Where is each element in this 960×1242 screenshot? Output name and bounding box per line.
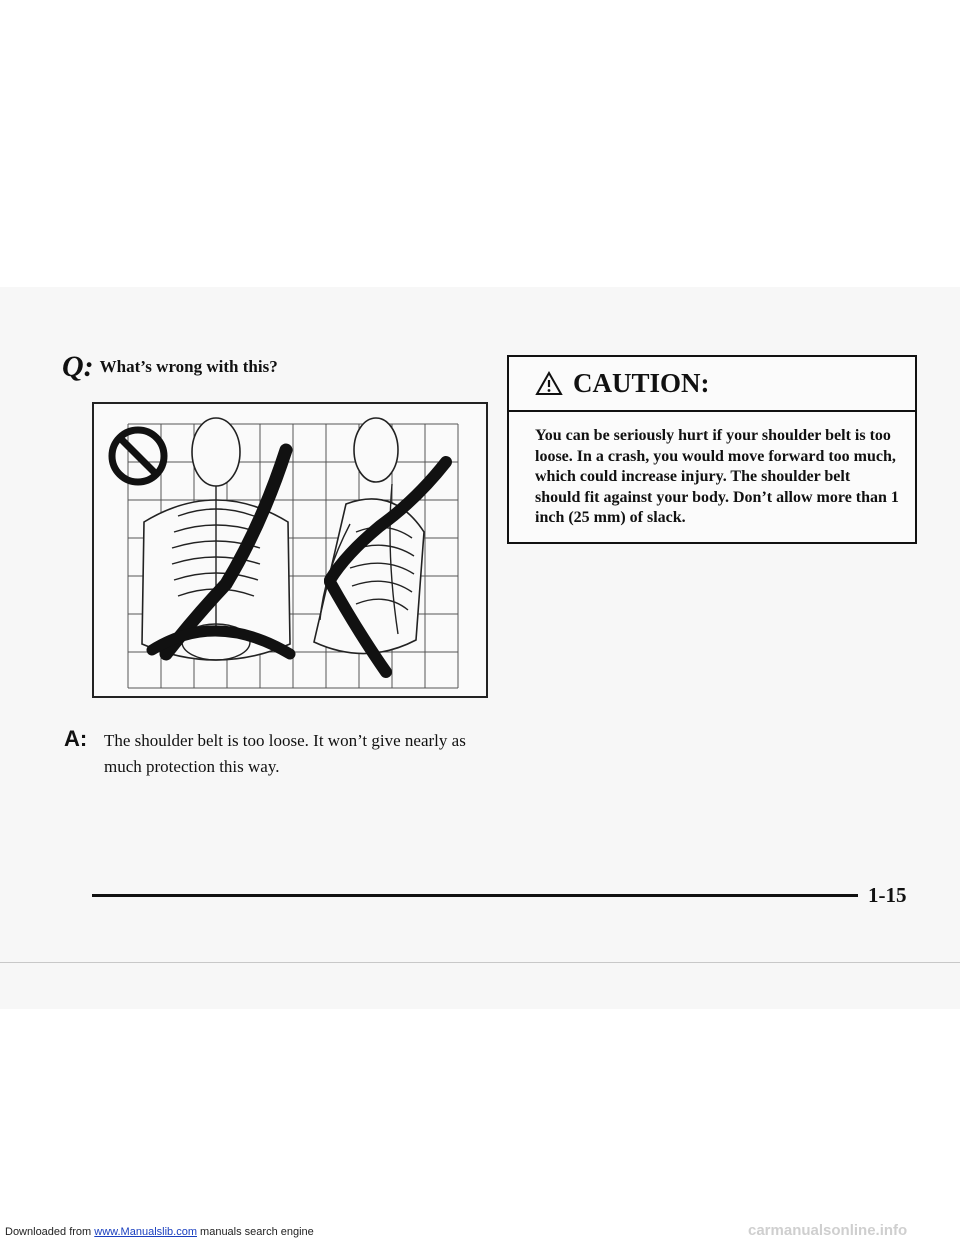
caution-text: You can be seriously hurt if your shoulder belt is too loose. In a crash, you would move forward too much, which could increase injury. The shoulder belt should fit against your body. Don’t allow more than 1 inch (25 mm) of slack. [535,427,899,526]
manualslib-link[interactable]: www.Manualslib.com [94,1226,197,1238]
scan-line [0,962,960,963]
footer-prefix: Downloaded from [5,1226,95,1238]
watermark: carmanualsonline.info [748,1222,908,1239]
question-text: What’s wrong with this? [99,357,278,376]
footer-suffix: manuals search engine [196,1226,314,1238]
answer-letter: A: [64,726,88,751]
caution-title: CAUTION: [573,368,710,398]
prohibited-icon [112,430,164,482]
question-letter: Q: [62,350,94,383]
download-footer [5,1226,314,1238]
page-rule [92,894,858,897]
belt-illustration [92,402,488,698]
page-number: 1-15 [868,883,907,907]
skeleton-illustration [94,404,486,696]
question-heading [62,350,278,384]
answer-text: The shoulder belt is too loose. It won’t give nearly as much protection this way. [104,731,466,776]
warning-triangle-icon [535,371,563,396]
caution-header [509,357,915,412]
caution-box [507,355,917,544]
